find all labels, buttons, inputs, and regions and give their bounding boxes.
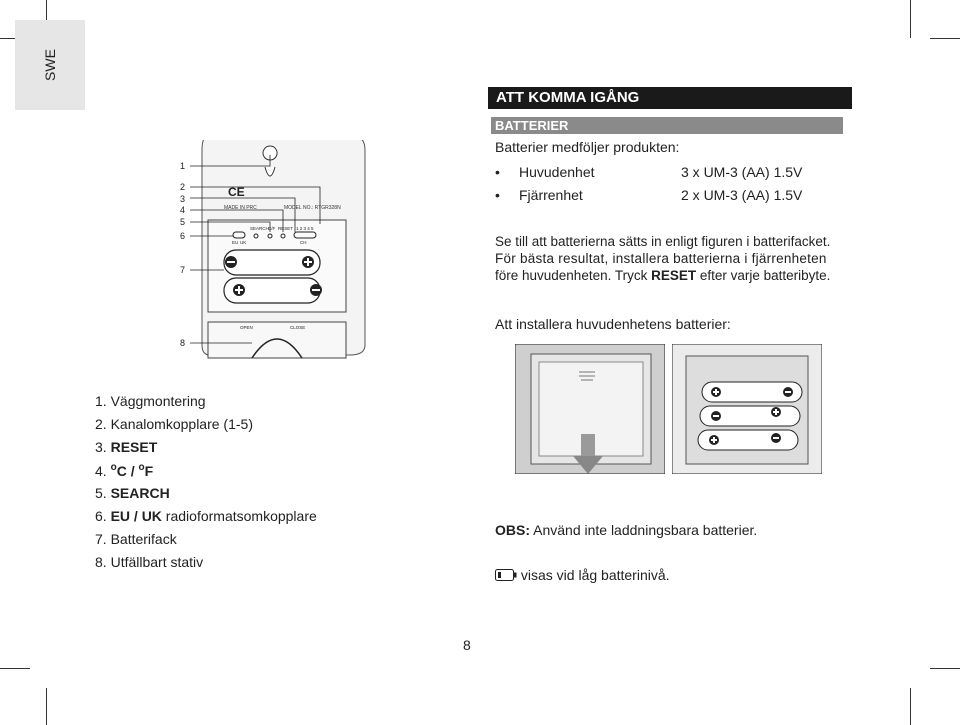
instruction-text: efter varje batteribyte.: [696, 268, 831, 283]
crop-mark: [930, 38, 960, 39]
battery-spec: 2 x UM-3 (AA) 1.5V: [681, 187, 803, 203]
crop-mark: [46, 688, 47, 725]
eu-label: EU: [232, 240, 239, 245]
battery-spec: 3 x UM-3 (AA) 1.5V: [681, 164, 803, 180]
legend-number: 1.: [95, 393, 107, 409]
crop-mark: [910, 688, 911, 725]
open-label: OPEN: [240, 325, 253, 330]
search-label: SEARCH: [250, 226, 269, 231]
legend-text: Väggmontering: [110, 393, 206, 409]
list-bullet: •: [495, 164, 500, 180]
device-back-diagram: [170, 140, 530, 360]
callout-number: 5: [180, 217, 186, 227]
install-heading: Att installera huvudenhetens batterier:: [495, 316, 731, 332]
language-label: SWE: [42, 49, 58, 81]
legend-number: 8.: [95, 554, 107, 570]
legend-number: 3.: [95, 439, 107, 455]
list-item: [95, 439, 157, 455]
reset-label: RESET: [278, 226, 294, 231]
note-text: Använd inte laddningsbara batterier.: [530, 522, 758, 538]
instruction-line: För bästa resultat, installera batterierna i fjärrenheten: [495, 251, 827, 266]
note: [495, 522, 757, 538]
instruction-line: [495, 268, 830, 283]
legend-bold: SEARCH: [110, 485, 170, 501]
callout-number: 2: [180, 182, 186, 192]
list-item: [95, 416, 253, 432]
battery-door-illustration: [515, 344, 665, 474]
celsius-symbol: C: [116, 463, 127, 479]
list-item: [95, 485, 170, 501]
legend-number: 7.: [95, 531, 107, 547]
legend-bold: EU / UK: [110, 508, 162, 524]
low-battery-note: [495, 567, 670, 583]
uk-label: UK: [240, 240, 247, 245]
page-number: 8: [463, 637, 471, 653]
cf-label: C/F: [268, 226, 276, 231]
list-item: [95, 393, 206, 409]
channel-numbers: 1 2 3 4 5: [296, 226, 314, 231]
crop-mark: [930, 668, 960, 669]
battery-compartment-illustration: [672, 344, 822, 474]
crop-mark: [910, 0, 911, 38]
legend-text: Kanalomkopplare (1-5): [110, 416, 253, 432]
legend-number: 2.: [95, 416, 107, 432]
separator: /: [126, 463, 139, 479]
list-bullet: •: [495, 187, 500, 203]
legend-bold: $^o$C / $^o$F: [110, 462, 154, 479]
legend-bold: RESET: [110, 439, 158, 455]
ch-label: CH: [300, 240, 307, 245]
close-label: CLOSE: [290, 325, 306, 330]
callout-number: 4: [180, 205, 186, 215]
callout-number: 1: [180, 161, 186, 171]
fahrenheit-symbol: F: [144, 463, 154, 479]
list-item: [95, 554, 203, 570]
made-in-label: MADE IN PRC: [224, 205, 257, 211]
legend-text: Batterifack: [110, 531, 177, 547]
callout-number: 3: [180, 194, 186, 204]
note-label: OBS:: [495, 522, 530, 538]
legend-text: Utfällbart stativ: [110, 554, 204, 570]
low-battery-text: visas vid låg batterinivå.: [520, 567, 670, 583]
reset-keyword: RESET: [651, 268, 697, 283]
list-item: [95, 531, 177, 547]
battery-unit: Fjärrenhet: [519, 187, 583, 203]
list-item: [95, 462, 153, 479]
intro-text: Batterier medföljer produkten:: [495, 139, 680, 155]
callout-number: 8: [180, 338, 186, 348]
instruction-line: Se till att batterierna sätts in enligt figuren i batterifacket.: [495, 234, 831, 249]
legend-number: 6.: [95, 508, 107, 524]
legend-number: 5.: [95, 485, 107, 501]
callout-number: 7: [180, 265, 186, 275]
instruction-text: före huvudenheten. Tryck: [495, 268, 652, 283]
subsection-title: BATTERIER: [491, 117, 843, 134]
language-tab: [15, 20, 85, 110]
legend-number: 4.: [95, 463, 107, 479]
battery-low-icon: [495, 569, 517, 581]
model-label: MODEL NO.: RTGR328N: [284, 205, 341, 211]
list-item: [95, 508, 317, 524]
legend-text: radioformatsomkopplare: [161, 508, 317, 524]
ce-mark: CE: [228, 185, 245, 199]
section-title: ATT KOMMA IGÅNG: [488, 87, 852, 109]
crop-mark: [0, 668, 30, 669]
battery-unit: Huvudenhet: [519, 164, 595, 180]
callout-number: 6: [180, 231, 186, 241]
